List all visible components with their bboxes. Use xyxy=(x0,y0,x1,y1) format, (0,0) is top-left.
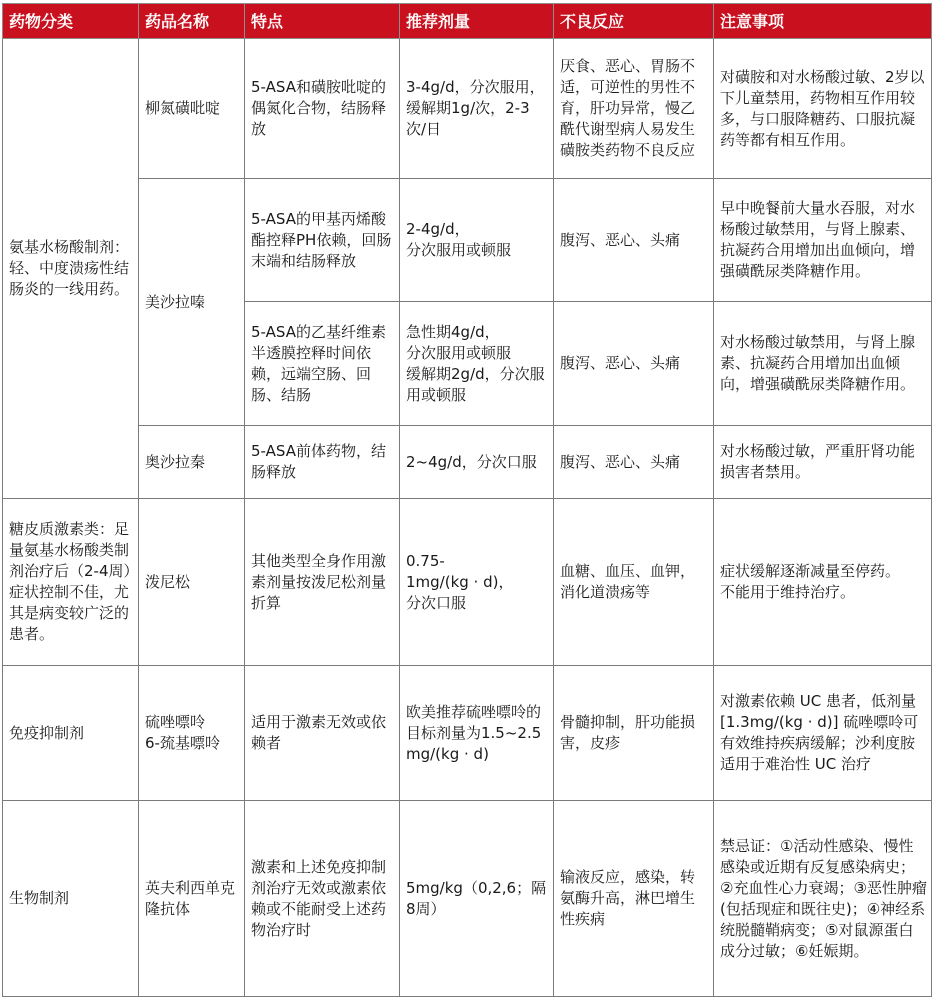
adverse-cell: 血糖、血压、血钾，消化道溃疡等 xyxy=(554,499,714,666)
notes-cell: 早中晚餐前大量水吞服，对水杨酸过敏禁用，与肾上腺素、抗凝药合用增加出血倾向，增强磺酰尿类降糖作用。 xyxy=(714,179,932,302)
category-cell: 生物制剂 xyxy=(3,801,139,997)
feature-cell: 5-ASA的乙基纤维素半透膜控释时间依赖，远端空肠、回肠、结肠 xyxy=(245,302,400,426)
adverse-cell: 腹泻、恶心、头痛 xyxy=(554,426,714,499)
feature-cell: 其他类型全身作用激素剂量按泼尼松剂量折算 xyxy=(245,499,400,666)
feature-cell: 适用于激素无效或依赖者 xyxy=(245,666,400,801)
header-category: 药物分类 xyxy=(3,4,139,39)
drug-name-cell: 硫唑嘌呤 6-巯基嘌呤 xyxy=(139,666,245,801)
table-row xyxy=(3,179,932,302)
category-cell: 氨基水杨酸制剂：轻、中度溃疡性结肠炎的一线用药。 xyxy=(3,39,139,499)
feature-cell: 5-ASA的甲基丙烯酸酯控释PH依赖，回肠末端和结肠释放 xyxy=(245,179,400,302)
dose-cell: 0.75- 1mg/(kg · d)， 分次口服 xyxy=(400,499,554,666)
notes-cell: 对磺胺和对水杨酸过敏、2岁以下儿童禁用，药物相互作用较多，与口服降糖药、口服抗凝药等都有相互作用。 xyxy=(714,39,932,179)
dose-cell: 2-4g/d， 分次服用或顿服 xyxy=(400,179,554,302)
drug-name-cell: 柳氮磺吡啶 xyxy=(139,39,245,179)
drug-name-cell: 奥沙拉秦 xyxy=(139,426,245,499)
category-cell: 糖皮质激素类：足量氨基水杨酸类制剂治疗后（2-4周）症状控制不佳，尤其是病变较广泛的患者。 xyxy=(3,499,139,666)
table-row xyxy=(3,666,932,801)
drug-name-cell: 泼尼松 xyxy=(139,499,245,666)
dose-cell: 欧美推荐硫唑嘌呤的目标剂量为1.5~2.5mg/(kg · d) xyxy=(400,666,554,801)
adverse-cell: 骨髓抑制，肝功能损害，皮疹 xyxy=(554,666,714,801)
dose-cell: 2~4g/d，分次口服 xyxy=(400,426,554,499)
adverse-cell: 输液反应，感染，转氨酶升高，淋巴增生性疾病 xyxy=(554,801,714,997)
header-notes: 注意事项 xyxy=(714,4,932,39)
header-drug-name: 药品名称 xyxy=(139,4,245,39)
drug-name-cell: 美沙拉嗪 xyxy=(139,179,245,426)
adverse-cell: 腹泻、恶心、头痛 xyxy=(554,179,714,302)
feature-cell: 5-ASA前体药物，结肠释放 xyxy=(245,426,400,499)
adverse-cell: 腹泻、恶心、头痛 xyxy=(554,302,714,426)
adverse-cell: 厌食、恶心、胃肠不适，可逆性的男性不育，肝功异常，慢乙酰代谢型病人易发生磺胺类药物不良反应 xyxy=(554,39,714,179)
notes-cell: 症状缓解逐渐减量至停药。 不能用于维持治疗。 xyxy=(714,499,932,666)
notes-cell: 禁忌证：①活动性感染、慢性感染或近期有反复感染病史；②充血性心力衰竭；③恶性肿瘤(包括现症和既往史)；④神经系统脱髓鞘病变；⑤对鼠源蛋白成分过敏；⑥妊娠期。 xyxy=(714,801,932,997)
header-adverse: 不良反应 xyxy=(554,4,714,39)
notes-cell: 对水杨酸过敏禁用，与肾上腺素、抗凝药合用增加出血倾向，增强磺酰尿类降糖作用。 xyxy=(714,302,932,426)
drug-name-cell: 英夫利西单克隆抗体 xyxy=(139,801,245,997)
header-feature: 特点 xyxy=(245,4,400,39)
dose-cell: 急性期4g/d， 分次服用或顿服 缓解期2g/d，分次服用或顿服 xyxy=(400,302,554,426)
category-cell: 免疫抑制剂 xyxy=(3,666,139,801)
table-row xyxy=(3,39,932,179)
feature-cell: 激素和上述免疫抑制剂治疗无效或激素依赖或不能耐受上述药物治疗时 xyxy=(245,801,400,997)
dose-cell: 3-4g/d，分次服用，缓解期1g/次，2-3次/日 xyxy=(400,39,554,179)
table-row xyxy=(3,499,932,666)
header-dose: 推荐剂量 xyxy=(400,4,554,39)
notes-cell: 对水杨酸过敏，严重肝肾功能损害者禁用。 xyxy=(714,426,932,499)
feature-cell: 5-ASA和磺胺吡啶的偶氮化合物，结肠释放 xyxy=(245,39,400,179)
table-row xyxy=(3,801,932,997)
dose-cell: 5mg/kg（0,2,6；隔8周） xyxy=(400,801,554,997)
header-row xyxy=(3,4,932,39)
drug-table xyxy=(2,3,932,997)
table-row xyxy=(3,426,932,499)
notes-cell: 对激素依赖 UC 患者，低剂量 [1.3mg/(kg · d)] 硫唑嘌呤可有效维持疾病缓解；沙利度胺适用于难治性 UC 治疗 xyxy=(714,666,932,801)
